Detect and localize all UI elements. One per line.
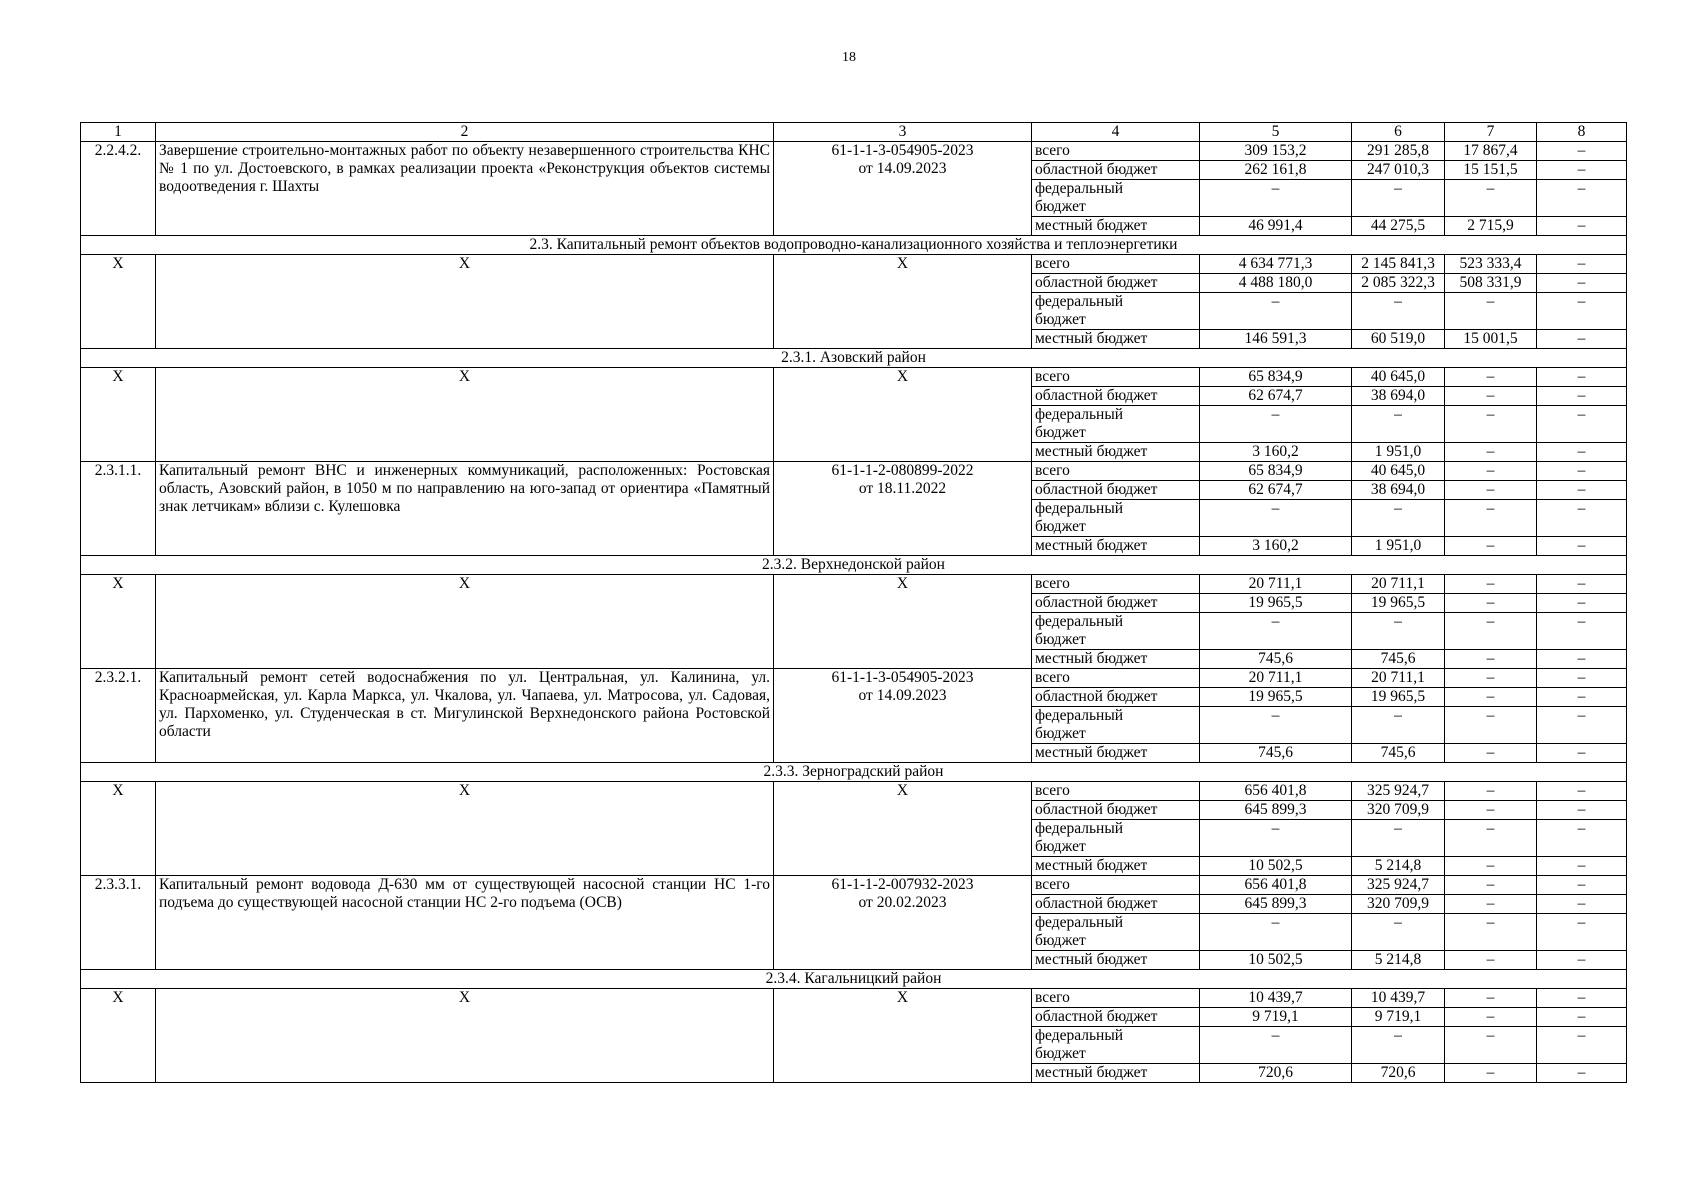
- section-title: 2.3.2. Верхнедонской район: [81, 556, 1627, 575]
- table-row: [81, 368, 1627, 387]
- value-col-7: –: [1445, 951, 1537, 970]
- page-number: 18: [842, 50, 856, 65]
- value-col-8: –: [1537, 1008, 1627, 1027]
- column-number: 5: [1200, 123, 1352, 142]
- funding-source: областной бюджет: [1032, 274, 1200, 293]
- column-number-row: [81, 123, 1627, 142]
- value-col-6: 38 694,0: [1352, 481, 1445, 500]
- value-col-8: –: [1537, 594, 1627, 613]
- value-col-7: –: [1445, 782, 1537, 801]
- value-col-7: –: [1445, 1027, 1537, 1064]
- funding-source: всего: [1032, 142, 1200, 161]
- table-body: [81, 123, 1627, 1083]
- section-row: [81, 556, 1627, 575]
- value-col-6: 745,6: [1352, 744, 1445, 763]
- value-col-5: 645 899,3: [1200, 801, 1352, 820]
- value-col-6: 320 709,9: [1352, 895, 1445, 914]
- value-col-6: 720,6: [1352, 1064, 1445, 1083]
- funding-source: местный бюджет: [1032, 217, 1200, 236]
- value-col-8: –: [1537, 255, 1627, 274]
- value-col-6: –: [1352, 180, 1445, 217]
- value-col-8: –: [1537, 368, 1627, 387]
- value-col-6: –: [1352, 820, 1445, 857]
- value-col-7: –: [1445, 669, 1537, 688]
- funding-source: всего: [1032, 462, 1200, 481]
- item-code: 2.3.3.1.: [81, 876, 156, 970]
- item-document: Х: [774, 575, 1032, 669]
- value-col-5: 46 991,4: [1200, 217, 1352, 236]
- value-col-5: 262 161,8: [1200, 161, 1352, 180]
- value-col-7: –: [1445, 801, 1537, 820]
- value-col-8: –: [1537, 537, 1627, 556]
- value-col-6: –: [1352, 1027, 1445, 1064]
- value-col-8: –: [1537, 707, 1627, 744]
- funding-source: федеральный бюджет: [1032, 820, 1200, 857]
- value-col-7: –: [1445, 368, 1537, 387]
- item-description: Капитальный ремонт ВНС и инженерных коммуникаций, расположенных: Ростовская область, Азовский район, в 1050 м по направлению на юго-запад от ориентира «Памятный знак летчикам» вблизи с. Кулешовка: [156, 462, 774, 556]
- value-col-5: 20 711,1: [1200, 575, 1352, 594]
- funding-source: областной бюджет: [1032, 387, 1200, 406]
- section-row: [81, 236, 1627, 255]
- value-col-7: 508 331,9: [1445, 274, 1537, 293]
- value-col-8: –: [1537, 500, 1627, 537]
- value-col-7: –: [1445, 387, 1537, 406]
- table-row: [81, 462, 1627, 481]
- value-col-8: –: [1537, 1064, 1627, 1083]
- value-col-7: –: [1445, 1008, 1537, 1027]
- item-description: Завершение строительно-монтажных работ по объекту незавершенного строительства КНС № 1 по ул. Достоевского, в рамках реализации проекта «Реконструкция объектов системы водоотведения г. Шахты: [156, 142, 774, 236]
- value-col-5: –: [1200, 1027, 1352, 1064]
- item-description: Х: [156, 989, 774, 1083]
- funding-source: местный бюджет: [1032, 650, 1200, 669]
- value-col-5: 19 965,5: [1200, 594, 1352, 613]
- funding-source: местный бюджет: [1032, 537, 1200, 556]
- value-col-6: 745,6: [1352, 650, 1445, 669]
- value-col-8: –: [1537, 443, 1627, 462]
- value-col-7: –: [1445, 744, 1537, 763]
- value-col-8: –: [1537, 951, 1627, 970]
- value-col-5: 745,6: [1200, 744, 1352, 763]
- value-col-7: –: [1445, 688, 1537, 707]
- value-col-5: 146 591,3: [1200, 330, 1352, 349]
- item-code: Х: [81, 255, 156, 349]
- value-col-7: –: [1445, 443, 1537, 462]
- value-col-5: 10 502,5: [1200, 951, 1352, 970]
- table-row: [81, 876, 1627, 895]
- value-col-8: –: [1537, 744, 1627, 763]
- value-col-8: –: [1537, 782, 1627, 801]
- value-col-5: –: [1200, 180, 1352, 217]
- value-col-8: –: [1537, 669, 1627, 688]
- value-col-5: –: [1200, 613, 1352, 650]
- value-col-8: –: [1537, 217, 1627, 236]
- value-col-7: –: [1445, 180, 1537, 217]
- column-number: 4: [1032, 123, 1200, 142]
- table-row: [81, 575, 1627, 594]
- value-col-6: 19 965,5: [1352, 688, 1445, 707]
- value-col-8: –: [1537, 820, 1627, 857]
- item-document: 61-1-1-3-054905-2023 от 14.09.2023: [774, 669, 1032, 763]
- value-col-6: 1 951,0: [1352, 537, 1445, 556]
- value-col-6: 5 214,8: [1352, 951, 1445, 970]
- value-col-6: –: [1352, 406, 1445, 443]
- value-col-7: –: [1445, 876, 1537, 895]
- value-col-6: 291 285,8: [1352, 142, 1445, 161]
- item-description: Х: [156, 255, 774, 349]
- item-description: Капитальный ремонт сетей водоснабжения по ул. Центральная, ул. Калинина, ул. Красноармейская, ул. Карла Маркса, ул. Чкалова, ул. Чапаева, ул. Матросова, ул. Садовая, ул. Пархоменко, ул. Студенческая в ст. Мигулинской Верхнедонского района Ростовской области: [156, 669, 774, 763]
- value-col-6: 325 924,7: [1352, 782, 1445, 801]
- funding-source: местный бюджет: [1032, 443, 1200, 462]
- value-col-6: 40 645,0: [1352, 462, 1445, 481]
- funding-source: федеральный бюджет: [1032, 707, 1200, 744]
- funding-source: федеральный бюджет: [1032, 914, 1200, 951]
- value-col-5: 19 965,5: [1200, 688, 1352, 707]
- item-document: 61-1-1-3-054905-2023 от 14.09.2023: [774, 142, 1032, 236]
- funding-source: областной бюджет: [1032, 895, 1200, 914]
- value-col-7: –: [1445, 1064, 1537, 1083]
- value-col-6: 20 711,1: [1352, 669, 1445, 688]
- funding-source: местный бюджет: [1032, 857, 1200, 876]
- funding-source: местный бюджет: [1032, 951, 1200, 970]
- value-col-7: 15 151,5: [1445, 161, 1537, 180]
- value-col-8: –: [1537, 914, 1627, 951]
- value-col-7: –: [1445, 989, 1537, 1008]
- value-col-5: 65 834,9: [1200, 368, 1352, 387]
- funding-source: федеральный бюджет: [1032, 180, 1200, 217]
- value-col-5: 62 674,7: [1200, 481, 1352, 500]
- funding-source: федеральный бюджет: [1032, 1027, 1200, 1064]
- budget-table: [80, 122, 1627, 1083]
- value-col-6: 44 275,5: [1352, 217, 1445, 236]
- funding-source: местный бюджет: [1032, 330, 1200, 349]
- value-col-6: 20 711,1: [1352, 575, 1445, 594]
- table-row: [81, 989, 1627, 1008]
- value-col-6: 10 439,7: [1352, 989, 1445, 1008]
- funding-source: областной бюджет: [1032, 801, 1200, 820]
- value-col-8: –: [1537, 989, 1627, 1008]
- value-col-7: –: [1445, 857, 1537, 876]
- value-col-6: 1 951,0: [1352, 443, 1445, 462]
- item-code: Х: [81, 368, 156, 462]
- section-row: [81, 970, 1627, 989]
- value-col-6: 40 645,0: [1352, 368, 1445, 387]
- funding-source: федеральный бюджет: [1032, 406, 1200, 443]
- value-col-5: 9 719,1: [1200, 1008, 1352, 1027]
- item-code: 2.2.4.2.: [81, 142, 156, 236]
- funding-source: всего: [1032, 876, 1200, 895]
- value-col-8: –: [1537, 180, 1627, 217]
- value-col-7: –: [1445, 613, 1537, 650]
- value-col-8: –: [1537, 293, 1627, 330]
- item-document: 61-1-1-2-007932-2023 от 20.02.2023: [774, 876, 1032, 970]
- section-title: 2.3.4. Кагальницкий район: [81, 970, 1627, 989]
- value-col-7: –: [1445, 594, 1537, 613]
- funding-source: федеральный бюджет: [1032, 293, 1200, 330]
- value-col-6: –: [1352, 914, 1445, 951]
- value-col-8: –: [1537, 650, 1627, 669]
- value-col-7: –: [1445, 537, 1537, 556]
- value-col-5: 10 502,5: [1200, 857, 1352, 876]
- value-col-5: –: [1200, 914, 1352, 951]
- item-code: 2.3.2.1.: [81, 669, 156, 763]
- funding-source: всего: [1032, 989, 1200, 1008]
- funding-source: всего: [1032, 368, 1200, 387]
- value-col-6: 9 719,1: [1352, 1008, 1445, 1027]
- item-document: Х: [774, 368, 1032, 462]
- value-col-5: 65 834,9: [1200, 462, 1352, 481]
- value-col-6: 19 965,5: [1352, 594, 1445, 613]
- value-col-7: –: [1445, 820, 1537, 857]
- value-col-6: 325 924,7: [1352, 876, 1445, 895]
- table-row: [81, 142, 1627, 161]
- value-col-7: –: [1445, 293, 1537, 330]
- section-title: 2.3. Капитальный ремонт объектов водопроводно-канализационного хозяйства и теплоэнергетики: [81, 236, 1627, 255]
- value-col-6: 38 694,0: [1352, 387, 1445, 406]
- value-col-7: –: [1445, 575, 1537, 594]
- value-col-8: –: [1537, 330, 1627, 349]
- value-col-7: 15 001,5: [1445, 330, 1537, 349]
- funding-source: всего: [1032, 575, 1200, 594]
- value-col-5: 4 634 771,3: [1200, 255, 1352, 274]
- item-code: Х: [81, 782, 156, 876]
- value-col-5: –: [1200, 820, 1352, 857]
- column-number: 2: [156, 123, 774, 142]
- value-col-7: –: [1445, 500, 1537, 537]
- column-number: 3: [774, 123, 1032, 142]
- column-number: 7: [1445, 123, 1537, 142]
- value-col-7: 2 715,9: [1445, 217, 1537, 236]
- value-col-6: –: [1352, 707, 1445, 744]
- item-description: Х: [156, 575, 774, 669]
- value-col-5: 309 153,2: [1200, 142, 1352, 161]
- value-col-5: –: [1200, 293, 1352, 330]
- item-description: Х: [156, 782, 774, 876]
- section-title: 2.3.1. Азовский район: [81, 349, 1627, 368]
- value-col-6: 320 709,9: [1352, 801, 1445, 820]
- item-document: Х: [774, 989, 1032, 1083]
- value-col-5: –: [1200, 406, 1352, 443]
- funding-source: областной бюджет: [1032, 1008, 1200, 1027]
- value-col-8: –: [1537, 387, 1627, 406]
- value-col-8: –: [1537, 274, 1627, 293]
- funding-source: всего: [1032, 782, 1200, 801]
- value-col-6: 5 214,8: [1352, 857, 1445, 876]
- value-col-5: 3 160,2: [1200, 537, 1352, 556]
- funding-source: местный бюджет: [1032, 1064, 1200, 1083]
- funding-source: всего: [1032, 255, 1200, 274]
- value-col-5: –: [1200, 500, 1352, 537]
- value-col-6: –: [1352, 613, 1445, 650]
- item-description: Капитальный ремонт водовода Д-630 мм от существующей насосной станции НС 1-го подъема до существующей насосной станции НС 2-го подъема (ОСВ): [156, 876, 774, 970]
- item-description: Х: [156, 368, 774, 462]
- funding-source: федеральный бюджет: [1032, 613, 1200, 650]
- value-col-5: 656 401,8: [1200, 876, 1352, 895]
- value-col-7: 17 867,4: [1445, 142, 1537, 161]
- funding-source: областной бюджет: [1032, 161, 1200, 180]
- funding-source: областной бюджет: [1032, 688, 1200, 707]
- value-col-7: –: [1445, 406, 1537, 443]
- section-row: [81, 763, 1627, 782]
- value-col-6: –: [1352, 500, 1445, 537]
- item-code: Х: [81, 575, 156, 669]
- value-col-8: –: [1537, 462, 1627, 481]
- value-col-8: –: [1537, 1027, 1627, 1064]
- value-col-8: –: [1537, 801, 1627, 820]
- value-col-6: 2 085 322,3: [1352, 274, 1445, 293]
- value-col-6: 247 010,3: [1352, 161, 1445, 180]
- value-col-6: 2 145 841,3: [1352, 255, 1445, 274]
- value-col-5: 745,6: [1200, 650, 1352, 669]
- value-col-8: –: [1537, 142, 1627, 161]
- value-col-7: 523 333,4: [1445, 255, 1537, 274]
- value-col-6: 60 519,0: [1352, 330, 1445, 349]
- value-col-8: –: [1537, 575, 1627, 594]
- value-col-5: 20 711,1: [1200, 669, 1352, 688]
- column-number: 1: [81, 123, 156, 142]
- funding-source: областной бюджет: [1032, 594, 1200, 613]
- item-code: Х: [81, 989, 156, 1083]
- funding-source: федеральный бюджет: [1032, 500, 1200, 537]
- value-col-8: –: [1537, 481, 1627, 500]
- item-document: 61-1-1-2-080899-2022 от 18.11.2022: [774, 462, 1032, 556]
- value-col-7: –: [1445, 481, 1537, 500]
- funding-source: местный бюджет: [1032, 744, 1200, 763]
- value-col-7: –: [1445, 462, 1537, 481]
- value-col-7: –: [1445, 707, 1537, 744]
- funding-source: всего: [1032, 669, 1200, 688]
- value-col-5: 10 439,7: [1200, 989, 1352, 1008]
- item-document: Х: [774, 255, 1032, 349]
- value-col-5: 3 160,2: [1200, 443, 1352, 462]
- section-title: 2.3.3. Зерноградский район: [81, 763, 1627, 782]
- value-col-5: 656 401,8: [1200, 782, 1352, 801]
- value-col-5: 62 674,7: [1200, 387, 1352, 406]
- funding-source: областной бюджет: [1032, 481, 1200, 500]
- value-col-8: –: [1537, 876, 1627, 895]
- item-document: Х: [774, 782, 1032, 876]
- item-code: 2.3.1.1.: [81, 462, 156, 556]
- value-col-8: –: [1537, 161, 1627, 180]
- value-col-6: –: [1352, 293, 1445, 330]
- value-col-5: –: [1200, 707, 1352, 744]
- table-row: [81, 669, 1627, 688]
- value-col-7: –: [1445, 650, 1537, 669]
- value-col-8: –: [1537, 895, 1627, 914]
- section-row: [81, 349, 1627, 368]
- table-row: [81, 782, 1627, 801]
- value-col-7: –: [1445, 895, 1537, 914]
- value-col-5: 4 488 180,0: [1200, 274, 1352, 293]
- value-col-8: –: [1537, 613, 1627, 650]
- column-number: 8: [1537, 123, 1627, 142]
- value-col-8: –: [1537, 857, 1627, 876]
- value-col-7: –: [1445, 914, 1537, 951]
- value-col-8: –: [1537, 406, 1627, 443]
- column-number: 6: [1352, 123, 1445, 142]
- value-col-5: 645 899,3: [1200, 895, 1352, 914]
- value-col-8: –: [1537, 688, 1627, 707]
- table-row: [81, 255, 1627, 274]
- value-col-5: 720,6: [1200, 1064, 1352, 1083]
